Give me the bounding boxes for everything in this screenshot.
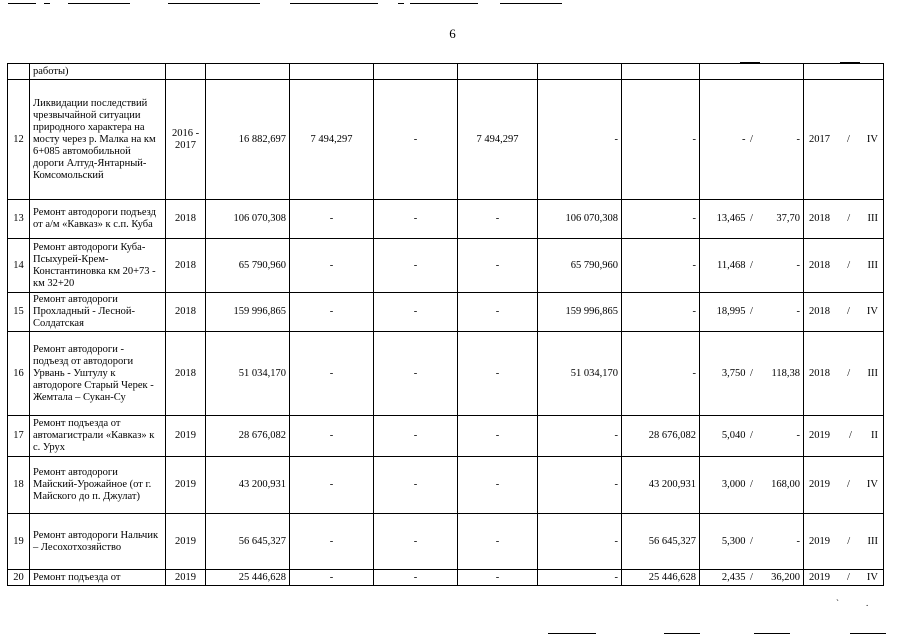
amount-col-1: -	[290, 457, 374, 514]
amount-col-1: -	[290, 332, 374, 416]
capacity-cell	[700, 570, 804, 586]
term-year: 2018	[809, 306, 830, 317]
row-number: 13	[8, 200, 30, 239]
total-amount: 159 996,865	[206, 293, 290, 332]
term-quarter: III	[867, 259, 878, 271]
object-name: Ремонт подъезда от	[30, 570, 166, 586]
capacity-length: 3,000	[721, 479, 746, 490]
object-name: Ремонт автодороги Нальчик – Лесохотхозяйство	[30, 514, 166, 570]
slash-separator: /	[750, 259, 753, 271]
bottom-edge-mark	[850, 633, 886, 634]
slash-separator: /	[750, 479, 753, 490]
amount-col-4: 159 996,865	[538, 293, 622, 332]
slash-separator: /	[750, 213, 753, 224]
term-year: 2019	[809, 430, 830, 441]
scan-speck: .	[866, 598, 869, 608]
row-number: 12	[8, 80, 30, 200]
table-row	[8, 514, 884, 570]
object-name: Ремонт подъезда от автомагистрали «Кавказ» к с. Урух	[30, 416, 166, 457]
term-quarter: II	[870, 430, 878, 441]
row-number: 19	[8, 514, 30, 570]
capacity-length: 5,300	[721, 535, 746, 547]
term-cell	[804, 200, 884, 239]
bottom-edge-mark	[664, 633, 700, 634]
amount-col-1: -	[290, 200, 374, 239]
amount-col-3: -	[458, 457, 538, 514]
table-row	[8, 293, 884, 332]
term-year: 2019	[809, 479, 830, 490]
amount-col-5: -	[622, 332, 700, 416]
slash-separator: /	[750, 133, 753, 145]
amount-col-3	[458, 64, 538, 80]
capacity-cell	[700, 293, 804, 332]
years-cell: 2019	[166, 570, 206, 586]
row-number: 18	[8, 457, 30, 514]
object-name: Ремонт автодороги - подъезд от автодороги Урвань - Уштулу к автодороге Старый Черек - Жемтала – Сукан-Су	[30, 332, 166, 416]
amount-col-3: -	[458, 239, 538, 293]
slash-separator: /	[846, 479, 850, 490]
capacity-value: -	[796, 430, 800, 441]
capacity-cell	[700, 416, 804, 457]
table-row	[8, 332, 884, 416]
amount-col-2: -	[374, 457, 458, 514]
amount-col-3: -	[458, 570, 538, 586]
slash-separator: /	[750, 306, 753, 317]
term-quarter: III	[867, 535, 878, 547]
amount-col-1: -	[290, 293, 374, 332]
amount-col-4: 51 034,170	[538, 332, 622, 416]
table-row	[8, 239, 884, 293]
years-cell: 2019	[166, 416, 206, 457]
years-cell: 2018	[166, 200, 206, 239]
object-name: работы)	[30, 64, 166, 80]
bottom-edge-mark	[754, 633, 790, 634]
slash-separator: /	[847, 259, 851, 271]
amount-col-1: -	[290, 570, 374, 586]
amount-col-5	[622, 64, 700, 80]
term-cell	[804, 416, 884, 457]
slash-separator: /	[847, 213, 851, 224]
amount-col-5: -	[622, 200, 700, 239]
capacity-value: 168,00	[771, 479, 800, 490]
term-year: 2017	[809, 133, 830, 145]
slash-separator: /	[750, 430, 753, 441]
capacity-length: 11,468	[717, 259, 746, 271]
years-cell	[166, 64, 206, 80]
amount-col-2	[374, 64, 458, 80]
row-number: 16	[8, 332, 30, 416]
years-cell: 2016 - 2017	[166, 80, 206, 200]
term-year: 2019	[809, 535, 830, 547]
slash-separator: /	[847, 535, 851, 547]
total-amount: 65 790,960	[206, 239, 290, 293]
years-cell: 2018	[166, 293, 206, 332]
term-year: 2019	[809, 571, 830, 583]
capacity-value: 36,200	[771, 571, 800, 583]
total-amount: 25 446,628	[206, 570, 290, 586]
term-year: 2018	[809, 259, 830, 271]
amount-col-2: -	[374, 514, 458, 570]
amount-col-4: -	[538, 514, 622, 570]
term-cell	[804, 80, 884, 200]
amount-col-4: -	[538, 570, 622, 586]
years-cell: 2018	[166, 332, 206, 416]
row-number: 17	[8, 416, 30, 457]
table-row	[8, 457, 884, 514]
capacity-cell	[700, 514, 804, 570]
amount-col-2: -	[374, 570, 458, 586]
slash-separator: /	[846, 571, 850, 583]
table-row	[8, 80, 884, 200]
amount-col-5: 43 200,931	[622, 457, 700, 514]
slash-separator: /	[750, 535, 753, 547]
amount-col-4: 65 790,960	[538, 239, 622, 293]
term-quarter: III	[867, 213, 878, 224]
amount-col-1: 7 494,297	[290, 80, 374, 200]
table-row	[8, 64, 884, 80]
capacity-length: 5,040	[721, 430, 746, 441]
object-name: Ремонт автодороги Майский-Урожайное (от г. Майского до п. Джулат)	[30, 457, 166, 514]
term-quarter: IV	[866, 571, 878, 583]
capacity-cell	[700, 239, 804, 293]
row-number: 14	[8, 239, 30, 293]
table-row	[8, 570, 884, 586]
amount-col-5: 56 645,327	[622, 514, 700, 570]
total-amount	[206, 64, 290, 80]
object-name: Ликвидации последствий чрезвычайной ситуации природного характера на мосту через р. Малка на км 6+085 автомобильной дороги Алтуд-Янтарный-Комсомольский	[30, 80, 166, 200]
amount-col-2: -	[374, 332, 458, 416]
slash-separator: /	[750, 367, 753, 379]
amount-col-2: -	[374, 80, 458, 200]
years-cell: 2018	[166, 239, 206, 293]
table-row	[8, 200, 884, 239]
term-cell	[804, 64, 884, 80]
amount-col-4: -	[538, 80, 622, 200]
scan-speck: `	[836, 598, 839, 608]
term-cell	[804, 332, 884, 416]
slash-separator: /	[847, 367, 851, 379]
row-number: 20	[8, 570, 30, 586]
term-quarter: IV	[866, 133, 878, 145]
amount-col-2: -	[374, 200, 458, 239]
capacity-cell	[700, 200, 804, 239]
object-name: Ремонт автодороги Куба-Псыхурей-Крем-Константиновка км 20+73 - км 32+20	[30, 239, 166, 293]
term-cell	[804, 514, 884, 570]
amount-col-3: 7 494,297	[458, 80, 538, 200]
capacity-value: 118,38	[771, 367, 800, 379]
capacity-length: 18,995	[716, 306, 746, 317]
projects-table	[7, 63, 884, 586]
capacity-cell	[700, 457, 804, 514]
capacity-length: 3,750	[721, 367, 746, 379]
total-amount: 28 676,082	[206, 416, 290, 457]
capacity-length: 13,465	[716, 213, 746, 224]
amount-col-5: 28 676,082	[622, 416, 700, 457]
table-row	[8, 416, 884, 457]
total-amount: 16 882,697	[206, 80, 290, 200]
total-amount: 43 200,931	[206, 457, 290, 514]
bottom-edge-mark	[548, 633, 596, 634]
object-name: Ремонт автодороги подъезд от а/м «Кавказ» к с.п. Куба	[30, 200, 166, 239]
top-edge-marks	[0, 3, 905, 9]
term-quarter: III	[867, 367, 878, 379]
capacity-value: 37,70	[776, 213, 800, 224]
capacity-value: -	[796, 133, 800, 145]
amount-col-1: -	[290, 514, 374, 570]
amount-col-3: -	[458, 293, 538, 332]
term-cell	[804, 457, 884, 514]
amount-col-3: -	[458, 416, 538, 457]
amount-col-5: -	[622, 239, 700, 293]
amount-col-5: -	[622, 80, 700, 200]
amount-col-2: -	[374, 239, 458, 293]
years-cell: 2019	[166, 457, 206, 514]
term-cell	[804, 570, 884, 586]
total-amount: 51 034,170	[206, 332, 290, 416]
amount-col-3: -	[458, 514, 538, 570]
term-cell	[804, 293, 884, 332]
term-quarter: IV	[866, 479, 878, 490]
amount-col-4	[538, 64, 622, 80]
amount-col-5: 25 446,628	[622, 570, 700, 586]
total-amount: 56 645,327	[206, 514, 290, 570]
slash-separator: /	[846, 306, 850, 317]
row-number: 15	[8, 293, 30, 332]
total-amount: 106 070,308	[206, 200, 290, 239]
years-cell: 2019	[166, 514, 206, 570]
amount-col-2: -	[374, 293, 458, 332]
amount-col-4: -	[538, 457, 622, 514]
slash-separator: /	[750, 571, 753, 583]
amount-col-2: -	[374, 416, 458, 457]
row-number	[8, 64, 30, 80]
amount-col-3: -	[458, 332, 538, 416]
term-year: 2018	[809, 213, 830, 224]
capacity-value: -	[796, 306, 800, 317]
capacity-length: -	[742, 133, 746, 145]
amount-col-4: -	[538, 416, 622, 457]
amount-col-4: 106 070,308	[538, 200, 622, 239]
amount-col-1	[290, 64, 374, 80]
amount-col-1: -	[290, 416, 374, 457]
amount-col-3: -	[458, 200, 538, 239]
slash-separator: /	[849, 430, 852, 441]
capacity-cell	[700, 64, 804, 80]
term-quarter: IV	[866, 306, 878, 317]
amount-col-1: -	[290, 239, 374, 293]
page-number: 6	[449, 26, 456, 41]
slash-separator: /	[846, 133, 850, 145]
capacity-length: 2,435	[721, 571, 746, 583]
amount-col-5: -	[622, 293, 700, 332]
capacity-value: -	[796, 535, 800, 547]
object-name: Ремонт автодороги Прохладный - Лесной-Солдатская	[30, 293, 166, 332]
capacity-cell	[700, 332, 804, 416]
term-cell	[804, 239, 884, 293]
term-year: 2018	[809, 367, 830, 379]
capacity-value: -	[796, 259, 800, 271]
capacity-cell	[700, 80, 804, 200]
